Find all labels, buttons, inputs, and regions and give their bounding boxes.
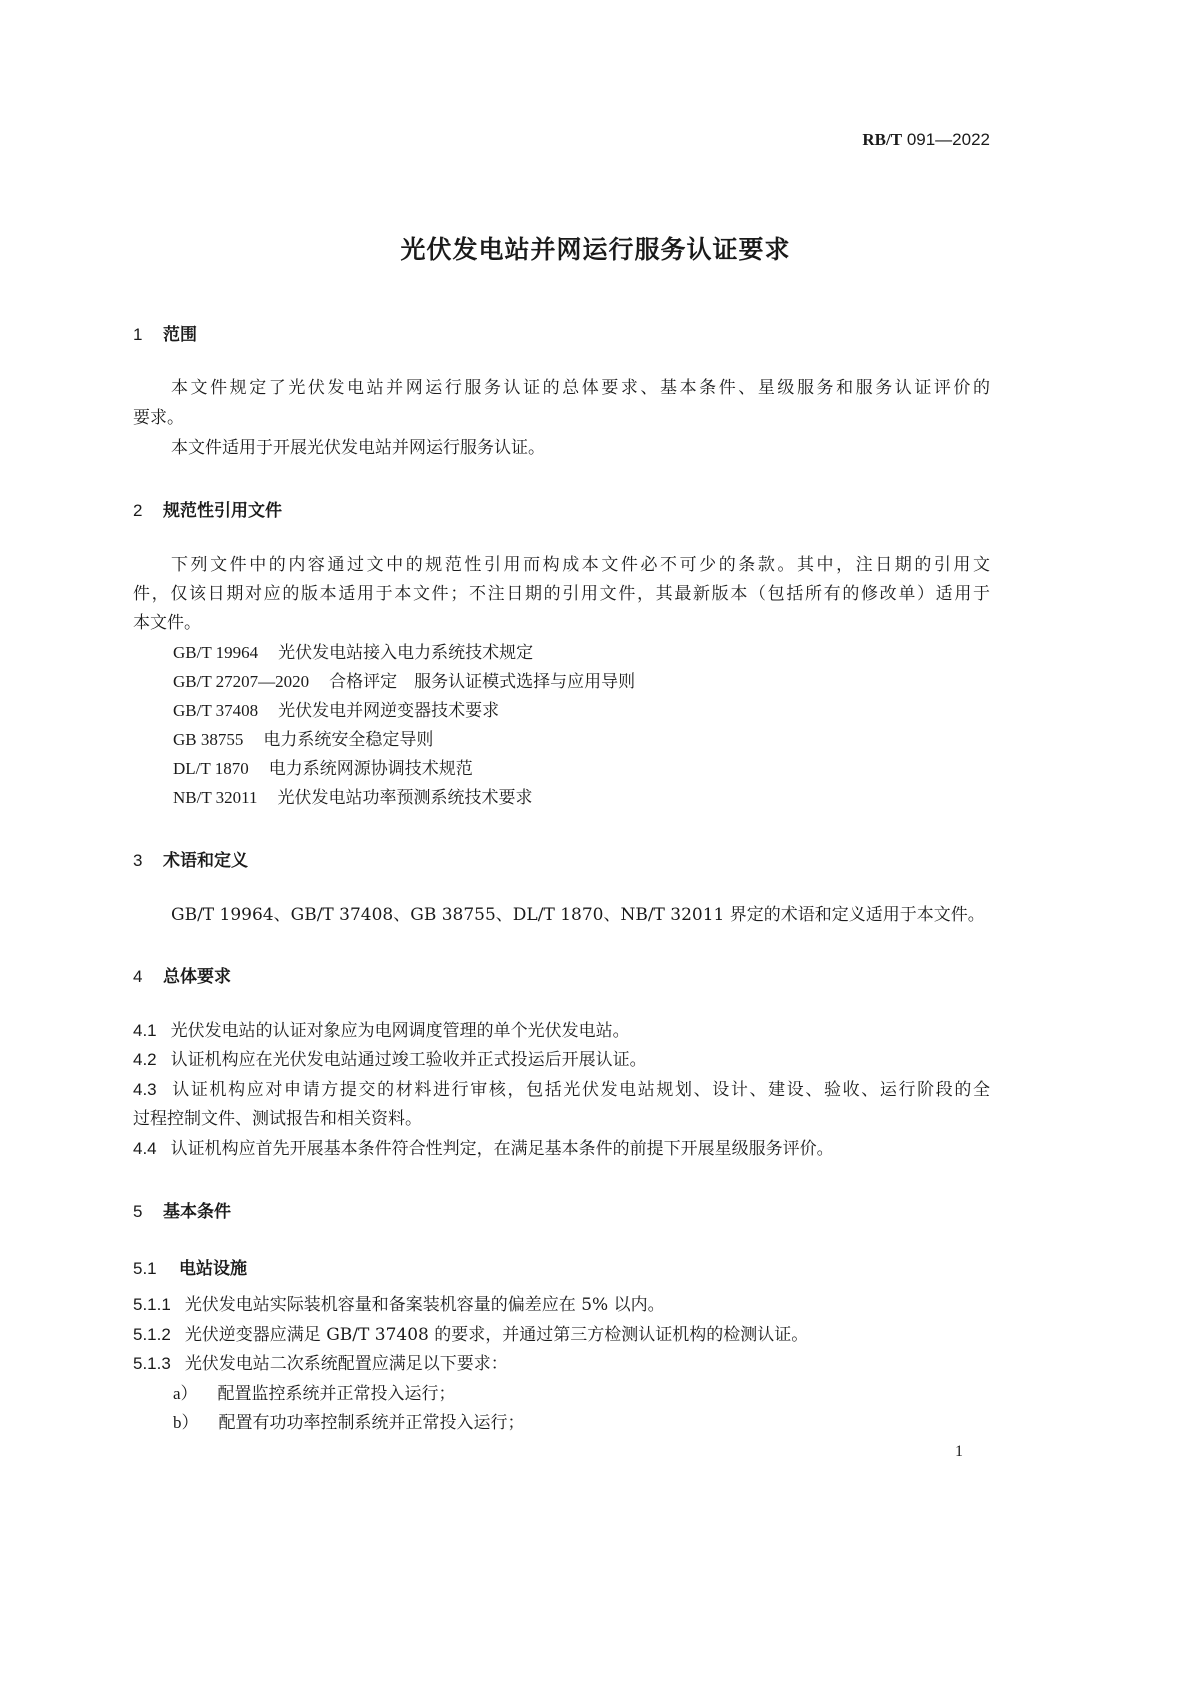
list-item-b: b） 配置有功功率控制系统并正常投入运行； bbox=[173, 1413, 525, 1433]
clause-5-1-3: 5.1.3 光伏发电站二次系统配置应满足以下要求： bbox=[133, 1354, 508, 1374]
paragraph-line: GB/T 19964、GB/T 37408、GB 38755、DL/T 1870、NB/T 32011 界定的术语和定义适用于本文件。 bbox=[171, 905, 985, 925]
paragraph-line: 下列文件中的内容通过文中的规范性引用而构成本文件必不可少的条款。其中，注日期的引用文 bbox=[171, 555, 990, 575]
section-1-heading: 1 范围 bbox=[133, 325, 197, 345]
standard-code: RB/T 091—2022 bbox=[862, 130, 990, 149]
paragraph-line: 件，仅该日期对应的版本适用于本文件；不注日期的引用文件，其最新版本（包括所有的修改单）适用于 bbox=[133, 584, 990, 604]
reference-item: GB/T 37408 光伏发电并网逆变器技术要求 bbox=[173, 701, 500, 721]
paragraph-line: 本文件。 bbox=[133, 613, 201, 633]
section-2-heading: 2 规范性引用文件 bbox=[133, 501, 282, 521]
section-4-heading: 4 总体要求 bbox=[133, 967, 231, 987]
clause-4-4: 4.4 认证机构应首先开展基本条件符合性判定，在满足基本条件的前提下开展星级服务评价。 bbox=[133, 1139, 834, 1159]
section-5-heading: 5 基本条件 bbox=[133, 1202, 231, 1222]
clause-4-2: 4.2 认证机构应在光伏发电站通过竣工验收并正式投运后开展认证。 bbox=[133, 1050, 647, 1070]
paragraph-line: 本文件适用于开展光伏发电站并网运行服务认证。 bbox=[171, 438, 545, 458]
subsection-5-1-heading: 5.1 电站设施 bbox=[133, 1259, 247, 1279]
reference-item: GB 38755 电力系统安全稳定导则 bbox=[173, 730, 434, 750]
reference-item: GB/T 19964 光伏发电站接入电力系统技术规定 bbox=[173, 643, 534, 663]
paragraph-line: 要求。 bbox=[133, 408, 184, 428]
clause-5-1-1: 5.1.1 光伏发电站实际装机容量和备案装机容量的偏差应在 5% 以内。 bbox=[133, 1295, 665, 1315]
clause-4-3: 4.3 认证机构应对申请方提交的材料进行审核，包括光伏发电站规划、设计、建设、验收、运行阶段的全 bbox=[133, 1080, 990, 1100]
list-item-a: a） 配置监控系统并正常投入运行； bbox=[173, 1384, 456, 1404]
page-number: 1 bbox=[955, 1443, 963, 1460]
clause-5-1-2: 5.1.2 光伏逆变器应满足 GB/T 37408 的要求，并通过第三方检测认证机构的检测认证。 bbox=[133, 1325, 809, 1345]
section-3-heading: 3 术语和定义 bbox=[133, 851, 248, 871]
paragraph-line: 过程控制文件、测试报告和相关资料。 bbox=[133, 1109, 422, 1129]
reference-item: NB/T 32011 光伏发电站功率预测系统技术要求 bbox=[173, 788, 533, 808]
reference-item: GB/T 27207—2020 合格评定 服务认证模式选择与应用导则 bbox=[173, 672, 636, 692]
paragraph-line: 本文件规定了光伏发电站并网运行服务认证的总体要求、基本条件、星级服务和服务认证评价的 bbox=[171, 378, 990, 398]
clause-4-1: 4.1 光伏发电站的认证对象应为电网调度管理的单个光伏发电站。 bbox=[133, 1021, 630, 1041]
document-title: 光伏发电站并网运行服务认证要求 bbox=[400, 235, 791, 264]
reference-item: DL/T 1870 电力系统网源协调技术规范 bbox=[173, 759, 473, 779]
